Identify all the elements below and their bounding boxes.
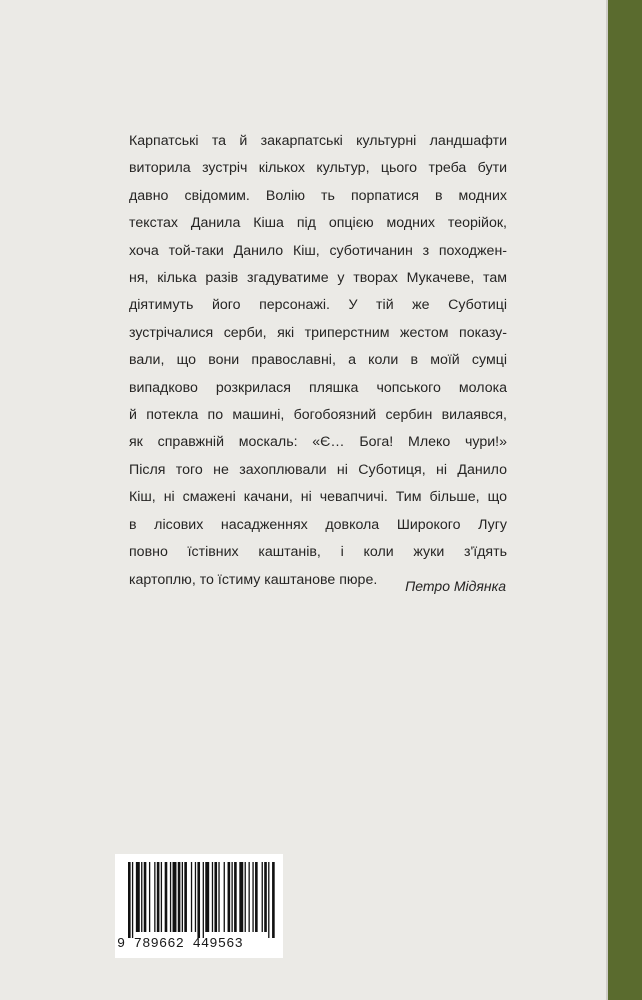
barcode-bar bbox=[203, 862, 204, 938]
barcode-bar bbox=[154, 862, 155, 932]
blurb-line: давно свідомим. Волію ть порпатися в модних bbox=[129, 187, 507, 204]
barcode-bar bbox=[212, 862, 213, 932]
blurb-line: Кіш, ні смажені качани, ні чевапчичі. Тим більше, що bbox=[129, 489, 507, 506]
barcode-bar bbox=[149, 862, 150, 932]
barcode-bar bbox=[262, 862, 263, 932]
barcode-bar bbox=[231, 862, 232, 932]
barcode-bar bbox=[245, 862, 246, 932]
blurb-line: діятимуть його персонажі. У тій же Суботиці bbox=[129, 297, 507, 314]
barcode-icon bbox=[128, 862, 276, 938]
blurb-line: випадково розкрилася пляшка чопського молока bbox=[129, 379, 507, 396]
barcode-bar bbox=[170, 862, 171, 932]
isbn-barcode bbox=[115, 854, 283, 958]
barcode-bar bbox=[228, 862, 231, 932]
barcode-bar bbox=[255, 862, 258, 932]
barcode-bar bbox=[191, 862, 192, 932]
barcode-bar bbox=[184, 862, 187, 932]
barcode-bar bbox=[144, 862, 147, 932]
barcode-bar bbox=[128, 862, 131, 938]
barcode-bar bbox=[264, 862, 267, 932]
blurb-line: хоча той-таки Данило Кіш, суботичанин з походжен- bbox=[129, 242, 507, 259]
isbn-number: 9 789662 449563 bbox=[117, 937, 244, 952]
blurb-line: в лісових насадженнях довкола Широкого Лугу bbox=[129, 516, 507, 533]
barcode-bar bbox=[252, 862, 253, 932]
barcode-bar bbox=[161, 862, 162, 932]
barcode-bar bbox=[205, 862, 209, 932]
barcode-bar bbox=[141, 862, 142, 932]
blurb-line: зустрічалися серби, які триперстним жестом показу- bbox=[129, 324, 507, 341]
blurb-line: вали, що вони православні, а коли в моїй сумці bbox=[129, 352, 507, 369]
barcode-bar bbox=[197, 862, 200, 938]
author-name: Петро Мідянка bbox=[405, 578, 506, 594]
blurb-line: картоплю, то їстиму каштанове пюре. bbox=[129, 571, 378, 588]
barcode-bar bbox=[136, 862, 140, 932]
barcode-bar bbox=[132, 862, 133, 938]
barcode-bar bbox=[178, 862, 181, 932]
blurb-line: виторила зустріч кількох культур, цього треба бути bbox=[129, 160, 507, 177]
blurb-line: Після того не захоплювали ні Суботиця, ні Данило bbox=[129, 461, 507, 478]
barcode-bar bbox=[239, 862, 243, 932]
barcode-bar bbox=[272, 862, 275, 938]
barcode-bar bbox=[234, 862, 237, 932]
blurb-line: й потекла по машині, богобоязний сербин вилаявся, bbox=[129, 407, 507, 424]
blurb-text bbox=[129, 128, 507, 594]
barcode-bar bbox=[157, 862, 160, 932]
barcode-bar bbox=[214, 862, 217, 932]
barcode-bar bbox=[218, 862, 219, 932]
blurb-line: як справжній москаль: «Є… Бога! Млеко чури!» bbox=[129, 434, 507, 451]
blurb-line: Карпатські та й закарпатські культурні ландшафти bbox=[129, 133, 507, 149]
barcode-bar bbox=[173, 862, 177, 932]
blurb-line: повно їстівних каштанів, і коли жуки з'їдять bbox=[129, 544, 507, 561]
spine-strip bbox=[608, 0, 642, 1000]
barcode-bar bbox=[249, 862, 250, 932]
barcode-bar bbox=[268, 862, 269, 938]
blurb-line: ня, кілька разів згадуватиме у творах Мукачеве, там bbox=[129, 270, 507, 287]
barcode-bar bbox=[165, 862, 168, 932]
blurb-line: текстах Данила Кіша під опцією модних теорійок, bbox=[129, 215, 507, 232]
barcode-bar bbox=[182, 862, 183, 932]
barcode-bar bbox=[224, 862, 225, 932]
barcode-bar bbox=[195, 862, 196, 932]
